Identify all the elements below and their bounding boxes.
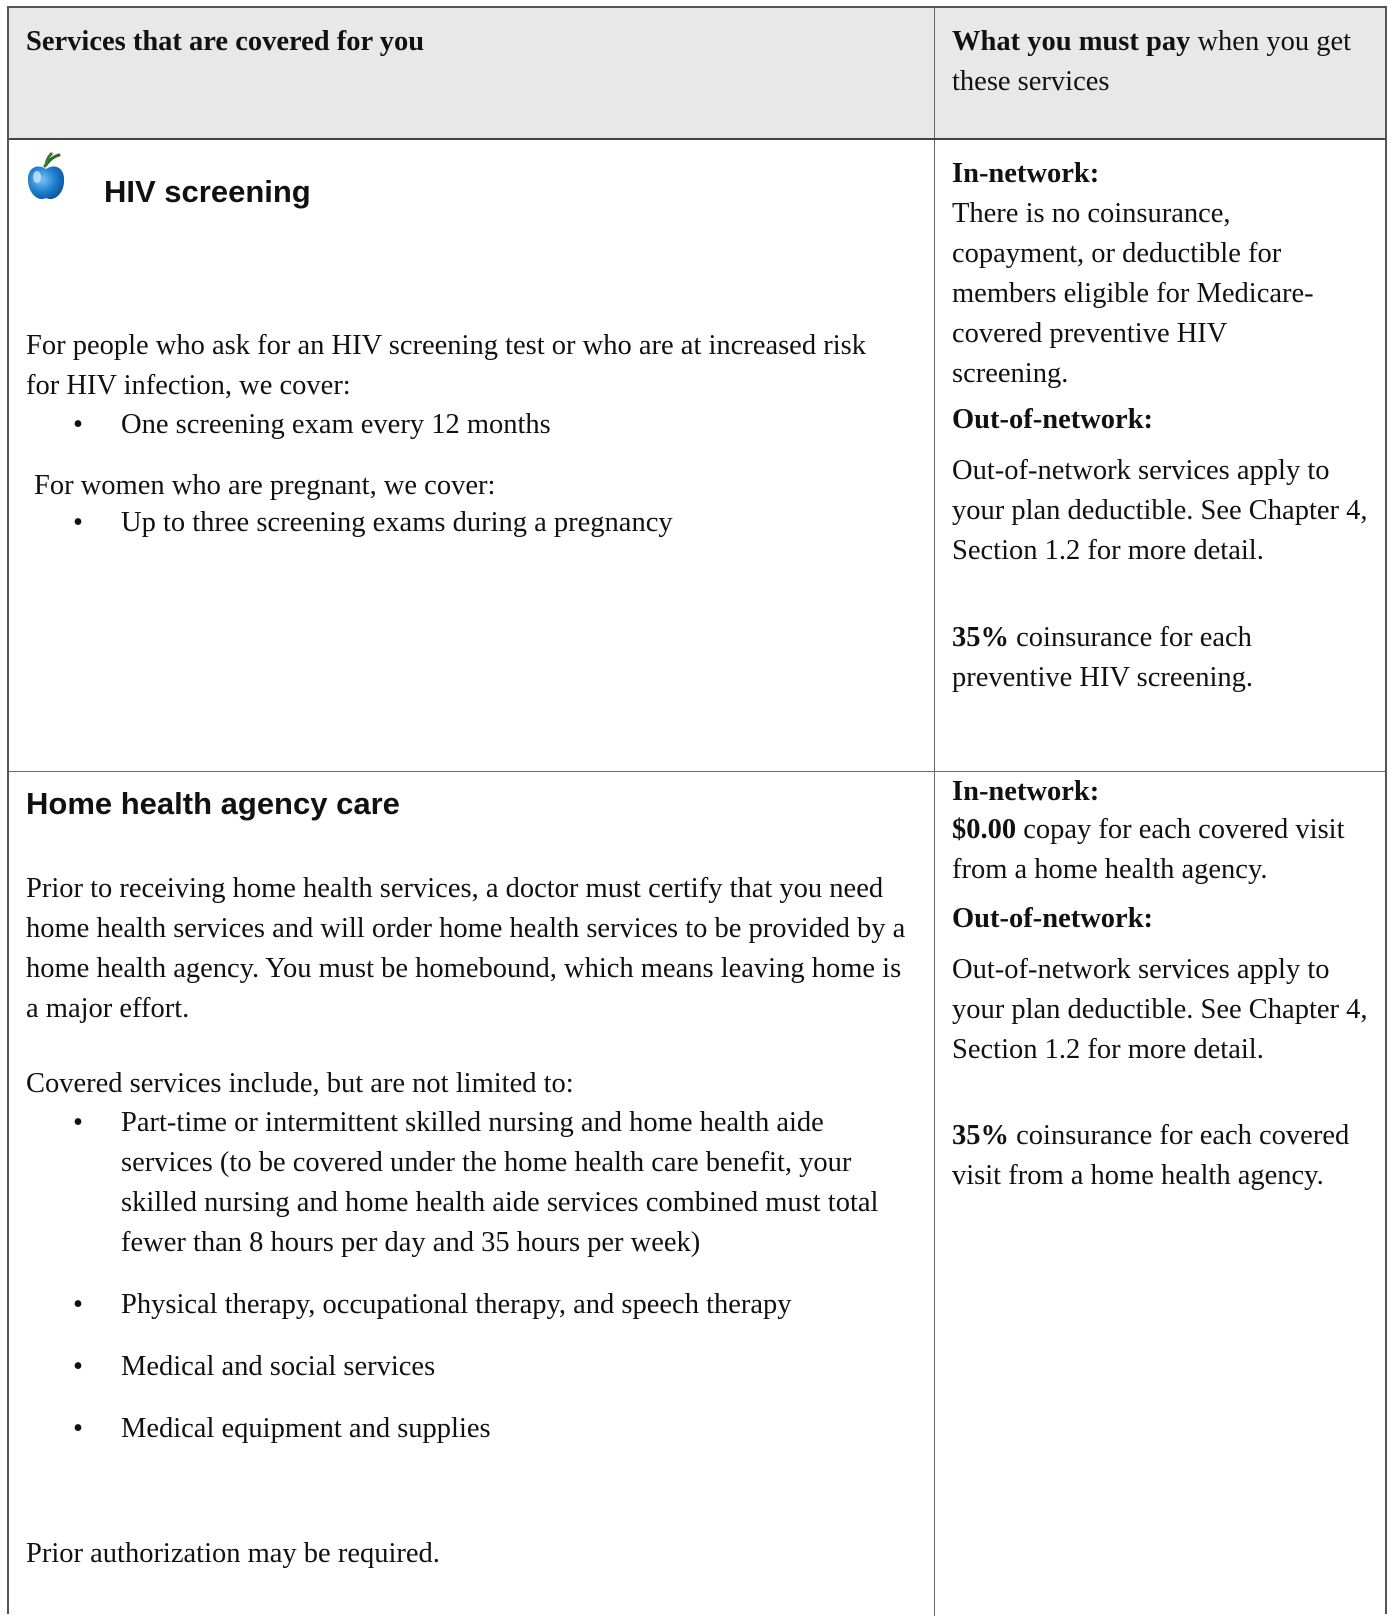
home-out-network-text: Out-of-network services apply to your plan deductible. See Chapter 4, Section 1.2 for more detail. <box>952 954 1368 1065</box>
home-pay-cell <box>936 772 1385 1616</box>
home-bullet-list <box>26 1103 896 1449</box>
home-intro-text: Prior to receiving home health services, a doctor must certify that you need home health services and will order home health services to be provided by a home health agency. You must be homebound, which means leaving home is a major effort. <box>26 873 906 1024</box>
table-row-home-health <box>9 772 1385 1616</box>
home-prior-auth-text: Prior authorization may be required. <box>26 1538 440 1569</box>
hiv-in-network-text: There is no coinsurance, copayment, or deductible for members eligible for Medicare-covered preventive HIV screening. <box>952 198 1314 389</box>
hiv-out-network-label: Out-of-network: <box>952 404 1154 435</box>
header-right-cell <box>936 8 1385 138</box>
header-services-label: Services that are covered for you <box>26 26 425 57</box>
home-coinsurance-text: 35% coinsurance for each covered visit from a home health agency. <box>952 1120 1350 1191</box>
header-pay-label: What you must pay when you get these services <box>952 26 1352 97</box>
home-out-network-label: Out-of-network: <box>952 903 1154 934</box>
hiv-services-cell <box>9 140 934 771</box>
coverage-table <box>7 6 1387 1614</box>
list-item: • Medical equipment and supplies <box>26 1409 896 1449</box>
home-covered-text: Covered services include, but are not limited to: <box>26 1068 574 1099</box>
column-divider <box>934 8 935 138</box>
list-item: • Part-time or intermittent skilled nursing and home health aide services (to be covered under the home health care benefit, your skilled nursing and home health aide services combined must total fewer than 8 hours per day and 35 hours per week) <box>26 1103 896 1263</box>
hiv-pay-cell <box>936 140 1385 771</box>
list-item: • Medical and social services <box>26 1347 896 1387</box>
header-left-cell <box>9 8 934 138</box>
hiv-screening-title: HIV screening <box>104 174 311 209</box>
hiv-in-network-label: In-network: <box>952 158 1100 189</box>
list-item: • Up to three screening exams during a pregnancy <box>26 503 906 543</box>
column-divider <box>934 772 935 1616</box>
column-divider <box>934 140 935 771</box>
apple-icon <box>25 152 67 204</box>
home-health-title: Home health agency care <box>26 786 400 821</box>
list-item: • Physical therapy, occupational therapy, and speech therapy <box>26 1285 896 1325</box>
hiv-coinsurance-text: 35% coinsurance for each preventive HIV screening. <box>952 622 1253 693</box>
hiv-bullet-list-2 <box>26 503 906 543</box>
hiv-bullet-list-1 <box>26 405 906 445</box>
hiv-intro-text: For people who ask for an HIV screening test or who are at increased risk for HIV infection, we cover: <box>26 330 866 401</box>
home-in-network-label: In-network: <box>952 776 1100 807</box>
table-row-hiv-screening <box>9 140 1385 772</box>
table-header <box>9 8 1385 140</box>
home-copay-text: $0.00 copay for each covered visit from a home health agency. <box>952 814 1345 885</box>
hiv-out-network-text: Out-of-network services apply to your plan deductible. See Chapter 4, Section 1.2 for more detail. <box>952 455 1368 566</box>
list-item: • One screening exam every 12 months <box>26 405 906 445</box>
home-services-cell <box>9 772 934 1616</box>
hiv-pregnant-text: For women who are pregnant, we cover: <box>34 470 496 501</box>
